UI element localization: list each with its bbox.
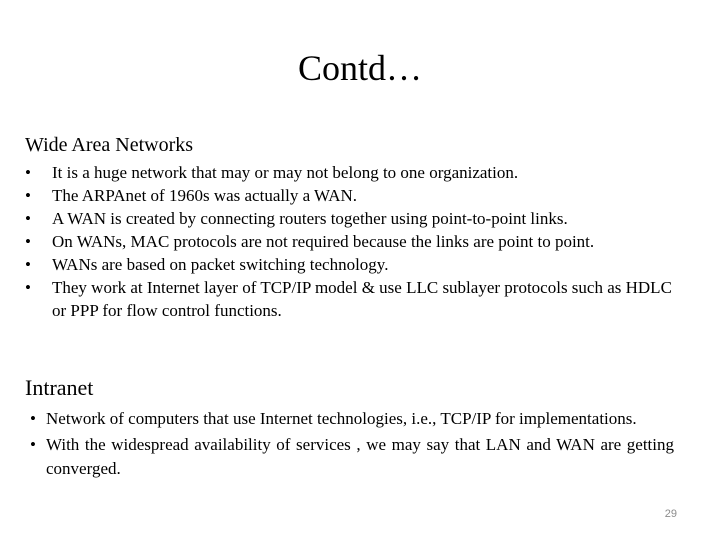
- list-item-text: They work at Internet layer of TCP/IP model & use LLC sublayer protocols such as HDLC or PPP for flow control functions.: [52, 278, 672, 320]
- list-item: [25, 184, 685, 207]
- list-item-text: WANs are based on packet switching technology.: [52, 255, 389, 274]
- list-item-text: Network of computers that use Internet technologies, i.e., TCP/IP for implementations.: [46, 409, 637, 428]
- list-item: [30, 433, 674, 481]
- list-item: [25, 161, 685, 184]
- bullet-icon: •: [25, 232, 31, 251]
- bullet-icon: •: [25, 255, 31, 274]
- page-number: 29: [664, 508, 677, 520]
- bullet-icon: •: [25, 278, 31, 297]
- bullet-icon: •: [25, 209, 31, 228]
- list-item-text: On WANs, MAC protocols are not required because the links are point to point.: [52, 232, 595, 251]
- bullet-icon: •: [30, 435, 36, 454]
- bullet-icon: •: [25, 163, 31, 182]
- list-item-text: It is a huge network that may or may not belong to one organization.: [52, 163, 519, 182]
- list-item-text: The ARPAnet of 1960s was actually a WAN.: [52, 186, 358, 205]
- wan-heading: Wide Area Networks: [25, 134, 194, 156]
- intranet-bullet-list: [30, 407, 674, 483]
- list-item: [25, 207, 685, 230]
- list-item: [25, 276, 685, 322]
- intranet-heading: Intranet: [25, 375, 94, 400]
- slide-title: Contd…: [297, 48, 422, 88]
- list-item: [25, 253, 685, 276]
- bullet-icon: •: [30, 409, 36, 428]
- list-item: [25, 230, 685, 253]
- list-item: [30, 407, 674, 431]
- bullet-icon: •: [25, 186, 31, 205]
- list-item-text: With the widespread availability of services , we may say that LAN and WAN are getting converged.: [46, 435, 674, 478]
- list-item-text: A WAN is created by connecting routers together using point-to-point links.: [52, 209, 568, 228]
- wan-bullet-list: [25, 161, 685, 322]
